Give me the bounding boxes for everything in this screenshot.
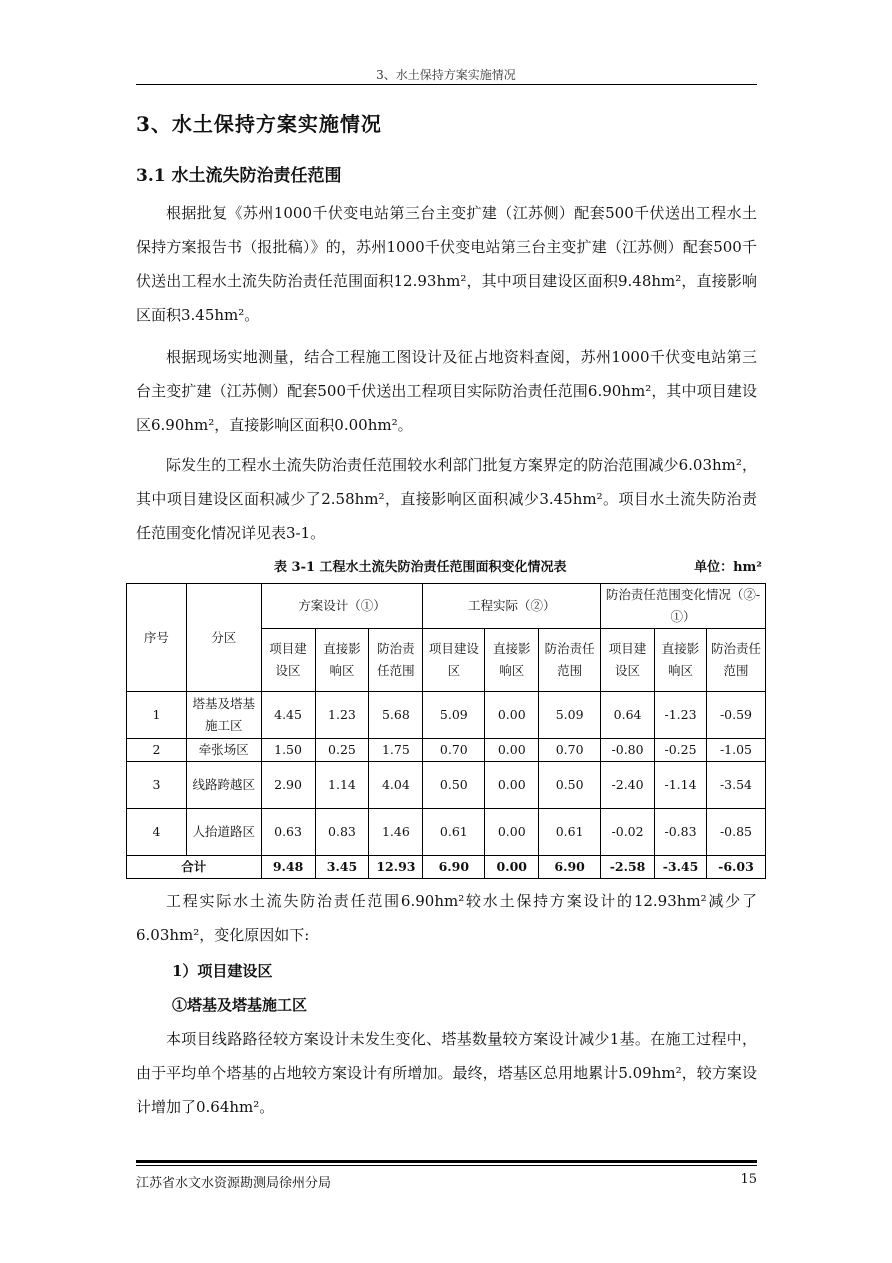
subheader-cell: 防治责任范围 xyxy=(369,629,423,692)
table-header-row xyxy=(127,584,766,629)
cell: 4.45 xyxy=(261,692,315,739)
cell: -0.25 xyxy=(655,739,707,762)
table-row xyxy=(127,809,766,856)
footer-rule-thick xyxy=(136,1160,757,1163)
cell: -0.83 xyxy=(655,809,707,856)
cell: -3.54 xyxy=(706,762,765,809)
cell: 0.50 xyxy=(423,762,485,809)
header-actual: 工程实际（②） xyxy=(423,584,601,629)
table-unit: 单位：hm² xyxy=(694,560,762,575)
responsibility-area-table xyxy=(126,583,766,879)
table-total-row xyxy=(127,856,766,879)
footer-organization: 江苏省水文水资源勘测局徐州分局 xyxy=(136,1176,332,1191)
header-no: 序号 xyxy=(127,584,187,692)
header-zone: 分区 xyxy=(186,584,261,692)
cell: 1.50 xyxy=(261,739,315,762)
cell: -1.14 xyxy=(655,762,707,809)
paragraph-actual-scope xyxy=(136,340,757,442)
cell: -0.02 xyxy=(601,809,655,856)
cell: 0.70 xyxy=(539,739,601,762)
cell: -0.80 xyxy=(601,739,655,762)
cell: 0.00 xyxy=(485,762,539,809)
running-header: 3、水土保持方案实施情况 xyxy=(376,68,516,82)
cell: -3.45 xyxy=(655,856,707,879)
paragraph-text: 工程实际水土流失防治责任范围6.90hm²较水土保持方案设计的12.93hm²减少了6.03hm²，变化原因如下: xyxy=(136,892,757,944)
cell: 0.00 xyxy=(485,856,539,879)
cell: -2.40 xyxy=(601,762,655,809)
subheader-cell: 防治责任范围 xyxy=(706,629,765,692)
cell: 3.45 xyxy=(315,856,369,879)
subheader-cell: 项目建设区 xyxy=(261,629,315,692)
cell: -2.58 xyxy=(601,856,655,879)
header-rule xyxy=(136,84,757,85)
section-title: 3.1 水土流失防治责任范围 xyxy=(136,166,342,186)
paragraph-change-summary xyxy=(136,448,757,550)
total-label: 合计 xyxy=(127,856,262,879)
paragraph-after-table xyxy=(136,884,757,952)
subheader-cell: 直接影响区 xyxy=(315,629,369,692)
paragraph-tower-area xyxy=(136,1022,757,1124)
cell: -6.03 xyxy=(706,856,765,879)
cell: 12.93 xyxy=(369,856,423,879)
paragraph-text: 本项目线路路径较方案设计未发生变化、塔基数量较方案设计减少1基。在施工过程中，由于平均单个塔基的占地较方案设计有所增加。最终，塔基区总用地累计5.09hm²，较方案设计增加了0.64hm²。 xyxy=(136,1030,757,1116)
subheader-cell: 项目建设区 xyxy=(601,629,655,692)
subheader-cell: 防治责任范围 xyxy=(539,629,601,692)
cell: -0.59 xyxy=(706,692,765,739)
cell: 0.83 xyxy=(315,809,369,856)
cell: 1.75 xyxy=(369,739,423,762)
cell: 6.90 xyxy=(423,856,485,879)
cell: 0.70 xyxy=(423,739,485,762)
cell: 5.09 xyxy=(423,692,485,739)
cell: 0.63 xyxy=(261,809,315,856)
cell: 线路跨越区 xyxy=(186,762,261,809)
table-title: 表 3-1 工程水土流失防治责任范围面积变化情况表 xyxy=(274,560,567,575)
paragraph-text: 根据现场实地测量，结合工程施工图设计及征占地资料查阅，苏州1000千伏变电站第三台主变扩建（江苏侧）配套500千伏送出工程项目实际防治责任范围6.90hm²，其中项目建设区6.90hm²，直接影响区面积0.00hm²。 xyxy=(136,348,757,434)
table-caption xyxy=(126,554,766,578)
cell: 0.61 xyxy=(539,809,601,856)
cell: -0.85 xyxy=(706,809,765,856)
subheading-tower-area: ①塔基及塔基施工区 xyxy=(172,996,308,1014)
subheading-project-area: 1）项目建设区 xyxy=(172,962,273,980)
cell: 人抬道路区 xyxy=(186,809,261,856)
table-row xyxy=(127,739,766,762)
cell: 9.48 xyxy=(261,856,315,879)
cell: 0.61 xyxy=(423,809,485,856)
cell: 2.90 xyxy=(261,762,315,809)
paragraph-approved-scope xyxy=(136,196,757,332)
cell: 5.09 xyxy=(539,692,601,739)
subheader-cell: 项目建设区 xyxy=(423,629,485,692)
table-row xyxy=(127,692,766,739)
subheader-cell: 直接影响区 xyxy=(655,629,707,692)
cell: 0.64 xyxy=(601,692,655,739)
cell: -1.05 xyxy=(706,739,765,762)
cell: 1 xyxy=(127,692,187,739)
cell: 0.00 xyxy=(485,809,539,856)
header-change: 防治责任范围变化情况（②-①） xyxy=(601,584,766,629)
cell: 1.14 xyxy=(315,762,369,809)
subheader-cell: 直接影响区 xyxy=(485,629,539,692)
cell: 0.25 xyxy=(315,739,369,762)
cell: 牵张场区 xyxy=(186,739,261,762)
cell: 0.00 xyxy=(485,692,539,739)
footer-rule-thin xyxy=(136,1165,757,1166)
cell: 1.23 xyxy=(315,692,369,739)
chapter-title: 3、水土保持方案实施情况 xyxy=(136,112,382,136)
cell: 4 xyxy=(127,809,187,856)
paragraph-text: 根据批复《苏州1000千伏变电站第三台主变扩建（江苏侧）配套500千伏送出工程水土保持方案报告书（报批稿）》的，苏州1000千伏变电站第三台主变扩建（江苏侧）配套500千伏送出工程水土流失防治责任范围面积12.93hm²，其中项目建设区面积9.48hm²，直接影响区面积3.45hm²。 xyxy=(136,204,757,324)
paragraph-text: 际发生的工程水土流失防治责任范围较水利部门批复方案界定的防治范围减少6.03hm²，其中项目建设区面积减少了2.58hm²，直接影响区面积减少3.45hm²。项目水土流失防治责任范围变化情况详见表3-1。 xyxy=(136,456,757,542)
cell: -1.23 xyxy=(655,692,707,739)
cell: 3 xyxy=(127,762,187,809)
cell: 2 xyxy=(127,739,187,762)
table-row xyxy=(127,762,766,809)
cell: 0.50 xyxy=(539,762,601,809)
cell: 6.90 xyxy=(539,856,601,879)
cell: 0.00 xyxy=(485,739,539,762)
cell: 4.04 xyxy=(369,762,423,809)
header-plan-design: 方案设计（①） xyxy=(261,584,423,629)
cell: 塔基及塔基施工区 xyxy=(186,692,261,739)
cell: 1.46 xyxy=(369,809,423,856)
page-number: 15 xyxy=(740,1172,757,1187)
cell: 5.68 xyxy=(369,692,423,739)
